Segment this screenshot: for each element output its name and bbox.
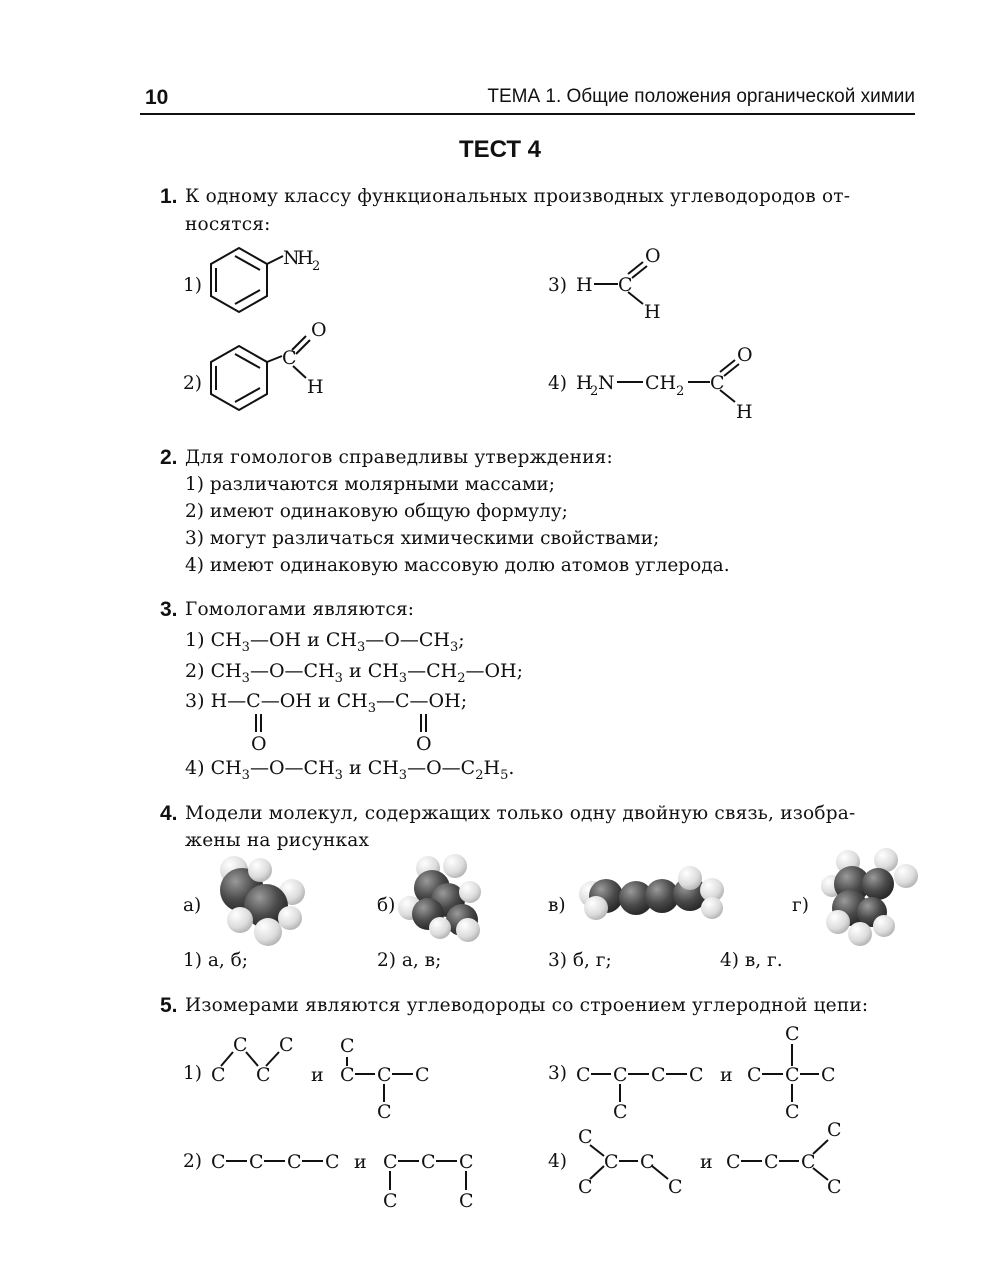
chem-label: и bbox=[311, 1064, 324, 1086]
aniline-n: N bbox=[283, 247, 300, 269]
q5-carbon-atom: C bbox=[613, 1064, 628, 1086]
q3-number: 3. bbox=[160, 598, 178, 621]
formaldehyde-c: C bbox=[618, 274, 633, 296]
q4-answer-3: 3) б, г; bbox=[548, 950, 612, 971]
chem-label: и bbox=[354, 1151, 367, 1173]
amino-o: O bbox=[737, 344, 753, 366]
q5-carbon-atom: C bbox=[689, 1064, 704, 1086]
q5-carbon-atom: C bbox=[668, 1176, 683, 1198]
q5-carbon-atom: C bbox=[377, 1101, 392, 1123]
model-c bbox=[579, 866, 724, 920]
q5-carbon-atom: C bbox=[578, 1126, 593, 1148]
q2-text: Для гомологов справедливы утверждения: bbox=[185, 447, 613, 468]
chem-label: и bbox=[700, 1151, 713, 1173]
q2-option-2: 2) имеют одинаковую общую формулу; bbox=[185, 501, 568, 522]
q5-carbon-atom: C bbox=[821, 1064, 836, 1086]
q5-carbon-atom: C bbox=[578, 1176, 593, 1198]
q4-model-a-label: а) bbox=[183, 895, 202, 916]
q5-carbon-atom: C bbox=[340, 1064, 355, 1086]
formaldehyde-h1: H bbox=[576, 274, 593, 296]
model-b bbox=[398, 854, 481, 942]
q4-answer-1: 1) а, б; bbox=[183, 950, 249, 971]
q4-model-b-label: б) bbox=[377, 895, 396, 916]
q4-answer-2: 2) а, в; bbox=[377, 950, 442, 971]
q3-option-4: 4) $CH_3—O—CH_3$ и $CH_3—O—C_2H_5$. bbox=[185, 757, 515, 783]
q5-carbon-atom: C bbox=[827, 1119, 842, 1141]
benzaldehyde-h: H bbox=[307, 376, 324, 398]
q5-carbon-atom: C bbox=[383, 1190, 398, 1212]
q2-option-3: 3) могут различаться химическими свойствами; bbox=[185, 528, 660, 549]
formaldehyde-o: O bbox=[645, 245, 661, 267]
q3-option-3: 3) H—C—OH и $CH_3—C—OH$; bbox=[185, 690, 468, 716]
benzaldehyde-c: C bbox=[282, 347, 297, 369]
q5-carbon-atom: C bbox=[249, 1151, 264, 1173]
q5-carbon-atom: C bbox=[604, 1151, 619, 1173]
test-title: ТЕСТ 4 bbox=[458, 136, 542, 163]
q5-carbon-atom: C bbox=[459, 1151, 474, 1173]
q3-carbonyl-o2: O bbox=[416, 733, 432, 755]
aniline-sub: 2 bbox=[312, 259, 321, 274]
q5-option2-label: 2) bbox=[183, 1151, 202, 1172]
q5-carbon-atom: C bbox=[325, 1151, 340, 1173]
q5-carbon-atom: C bbox=[377, 1064, 392, 1086]
q5-carbon-atom: C bbox=[747, 1064, 762, 1086]
formaldehyde-h2: H bbox=[644, 301, 661, 323]
q5-carbon-atom: C bbox=[827, 1176, 842, 1198]
q5-carbon-atom: C bbox=[287, 1151, 302, 1173]
q1-text-line1: К одному классу функциональных производных углеводородов от- bbox=[185, 186, 851, 207]
aniline-structure bbox=[211, 248, 283, 312]
amino-ch-sub: 2 bbox=[676, 384, 685, 399]
amino-c: C bbox=[710, 372, 725, 394]
q5-option4-label: 4) bbox=[548, 1151, 567, 1172]
aniline-h: H bbox=[297, 247, 314, 269]
q5-carbon-atom: C bbox=[233, 1034, 248, 1056]
amino-h2: H bbox=[736, 401, 753, 423]
q5-carbon-atom: C bbox=[801, 1151, 816, 1173]
amino-n: N bbox=[598, 372, 615, 394]
benzaldehyde-o: O bbox=[311, 319, 327, 341]
q5-text: Изомерами являются углеводороды со строением углеродной цепи: bbox=[185, 995, 869, 1016]
q3-carbonyl-o1: O bbox=[251, 733, 267, 755]
q5-option1-label: 1) bbox=[183, 1063, 202, 1084]
q5-carbon-atom: C bbox=[415, 1064, 430, 1086]
q1-option3-label: 3) bbox=[548, 275, 567, 296]
q1-option4-label: 4) bbox=[548, 373, 567, 394]
amino-h: H bbox=[576, 372, 593, 394]
q1-option1-label: 1) bbox=[183, 275, 202, 296]
chem-label: и bbox=[720, 1064, 733, 1086]
q5-carbon-atom: C bbox=[211, 1064, 226, 1086]
model-a bbox=[220, 856, 305, 946]
running-header: ТЕМА 1. Общие положения органической химии bbox=[487, 86, 915, 107]
q5-carbon-atom: C bbox=[640, 1151, 655, 1173]
q1-number: 1. bbox=[160, 185, 178, 208]
q3-option-1: 1) $CH_3—OH$ и $CH_3—O—CH_3$; bbox=[185, 629, 465, 655]
q5-carbon-atom: C bbox=[421, 1151, 436, 1173]
q5-carbon-atom: C bbox=[785, 1064, 800, 1086]
q5-carbon-atom: C bbox=[726, 1151, 741, 1173]
q4-text-line2: жены на рисунках bbox=[185, 830, 370, 851]
q5-carbon-atom: C bbox=[279, 1034, 294, 1056]
model-d bbox=[821, 848, 918, 946]
q5-carbon-atom: C bbox=[785, 1023, 800, 1045]
q1-text-line2: носятся: bbox=[185, 214, 271, 235]
q5-carbon-atom: C bbox=[211, 1151, 226, 1173]
q5-carbon-atom: C bbox=[613, 1101, 628, 1123]
q5-carbon-atom: C bbox=[764, 1151, 779, 1173]
q2-option-4: 4) имеют одинаковую массовую долю атомов углерода. bbox=[185, 555, 730, 576]
q5-carbon-atom: C bbox=[576, 1064, 591, 1086]
q5-carbon-atom: C bbox=[651, 1064, 666, 1086]
q2-number: 2. bbox=[160, 446, 178, 469]
q3-carbonyl-bonds bbox=[0, 700, 1000, 760]
q5-carbon-atom: C bbox=[459, 1190, 474, 1212]
q5-carbon-atom: C bbox=[383, 1151, 398, 1173]
q4-text-line1: Модели молекул, содержащих только одну двойную связь, изобра- bbox=[185, 803, 856, 824]
q3-text: Гомологами являются: bbox=[185, 599, 415, 620]
page-number: 10 bbox=[145, 86, 169, 109]
q5-number: 5. bbox=[160, 994, 178, 1017]
q5-carbon-atom: C bbox=[785, 1101, 800, 1123]
q5-option3-label: 3) bbox=[548, 1063, 567, 1084]
amino-ch: CH bbox=[645, 372, 677, 394]
q5-carbon-chains bbox=[0, 1020, 1000, 1220]
q4-number: 4. bbox=[160, 802, 178, 825]
q3-option-2: 2) $CH_3—O—CH_3$ и $CH_3—CH_2—OH$; bbox=[185, 660, 524, 686]
q4-answer-4: 4) в, г. bbox=[720, 950, 783, 971]
q4-molecule-models bbox=[0, 840, 1000, 950]
amino-h-sub: 2 bbox=[590, 384, 599, 399]
q4-model-d-label: г) bbox=[792, 895, 809, 916]
q5-carbon-atom: C bbox=[256, 1064, 271, 1086]
q4-model-c-label: в) bbox=[548, 895, 566, 916]
q2-option-1: 1) различаются молярными массами; bbox=[185, 474, 555, 495]
q1-structures bbox=[0, 0, 1000, 460]
q5-carbon-atom: C bbox=[340, 1035, 355, 1057]
q1-option2-label: 2) bbox=[183, 373, 202, 394]
